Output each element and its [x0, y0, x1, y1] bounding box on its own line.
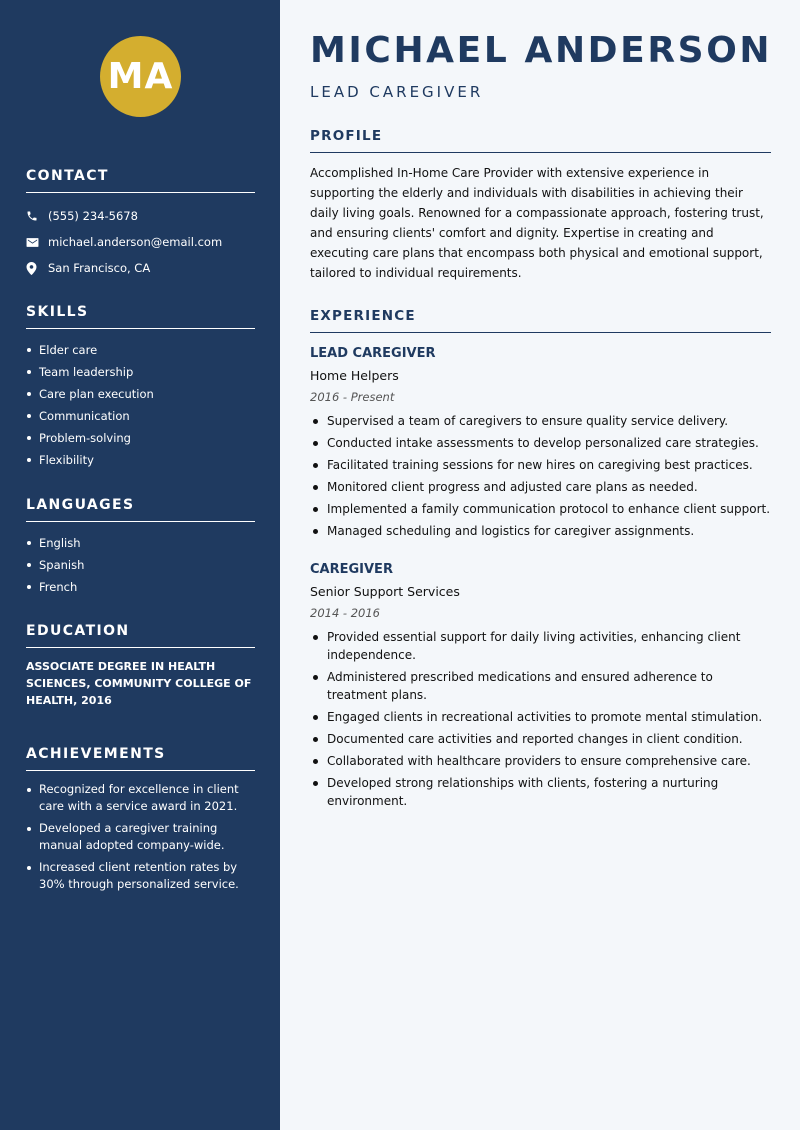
phone-text: (555) 234-5678 — [48, 209, 138, 223]
skills-heading: SKILLS — [26, 304, 255, 329]
language-item: Spanish — [26, 554, 255, 576]
job-bullets — [310, 628, 771, 810]
achievement-item: Developed a caregiver training manual adopted company-wide. — [26, 820, 255, 854]
location-pin-icon — [26, 262, 48, 275]
language-item: English — [26, 532, 255, 554]
skill-item: Care plan execution — [26, 383, 255, 405]
job-company: Home Helpers — [310, 368, 399, 383]
candidate-name: MICHAEL ANDERSON — [310, 30, 773, 71]
achievement-item: Recognized for excellence in client care with a service award in 2021. — [26, 781, 255, 815]
job-dates: 2014 - 2016 — [310, 606, 380, 620]
mail-icon — [26, 237, 48, 248]
job-bullet: Conducted intake assessments to develop personalized care strategies. — [310, 434, 771, 452]
job-bullet: Monitored client progress and adjusted care plans as needed. — [310, 478, 771, 496]
job-dates: 2016 - Present — [310, 390, 395, 404]
contact-section — [26, 168, 255, 281]
education-text: ASSOCIATE DEGREE IN HEALTH SCIENCES, COMMUNITY COLLEGE OF HEALTH, 2016 — [26, 660, 252, 707]
contact-list — [26, 203, 255, 281]
email-text: michael.anderson@email.com — [48, 235, 223, 249]
skill-item: Elder care — [26, 339, 255, 361]
profile-heading: PROFILE — [310, 128, 771, 153]
job-entry — [310, 346, 771, 544]
achievement-item: Increased client retention rates by 30% through personalized service. — [26, 859, 255, 893]
job-bullet: Implemented a family communication protocol to enhance client support. — [310, 500, 771, 518]
skills-list — [26, 339, 255, 471]
job-bullet: Collaborated with healthcare providers to ensure comprehensive care. — [310, 752, 771, 770]
skill-item: Problem-solving — [26, 427, 255, 449]
job-bullet: Documented care activities and reported changes in client condition. — [310, 730, 771, 748]
achievements-heading: ACHIEVEMENTS — [26, 746, 255, 771]
skills-section — [26, 304, 255, 471]
profile-text: Accomplished In-Home Care Provider with extensive experience in supporting the elderly and individuals with disabilities in achieving their daily living goals. Renowned for a compassionate approach, fostering trust, and ensuring clients' comfort and dignity. Expertise in creating and executing care plans that encompass both physical and emotional support, tailored to individual requirements. — [310, 166, 764, 280]
job-bullets — [310, 412, 771, 540]
experience-heading: EXPERIENCE — [310, 308, 771, 333]
sidebar — [0, 0, 280, 1130]
education-section — [26, 623, 255, 709]
job-company: Senior Support Services — [310, 584, 460, 599]
skill-item: Communication — [26, 405, 255, 427]
job-bullet: Engaged clients in recreational activities to promote mental stimulation. — [310, 708, 771, 726]
contact-heading: CONTACT — [26, 168, 255, 193]
candidate-role: LEAD CAREGIVER — [310, 83, 484, 101]
avatar: MA — [100, 36, 181, 117]
languages-section — [26, 497, 255, 598]
contact-phone — [26, 203, 255, 229]
languages-heading: LANGUAGES — [26, 497, 255, 522]
job-bullet: Supervised a team of caregivers to ensure quality service delivery. — [310, 412, 771, 430]
experience-section — [310, 308, 771, 333]
job-bullet: Developed strong relationships with clients, fostering a nurturing environment. — [310, 774, 771, 810]
job-bullet: Provided essential support for daily living activities, enhancing client independence. — [310, 628, 771, 664]
job-bullet: Managed scheduling and logistics for caregiver assignments. — [310, 522, 771, 540]
job-title: CAREGIVER — [310, 562, 393, 577]
job-bullet: Administered prescribed medications and ensured adherence to treatment plans. — [310, 668, 771, 704]
phone-icon — [26, 210, 48, 222]
achievements-list — [26, 781, 255, 893]
skill-item: Flexibility — [26, 449, 255, 471]
job-title: LEAD CAREGIVER — [310, 346, 436, 361]
languages-list — [26, 532, 255, 598]
job-bullet: Facilitated training sessions for new hires on caregiving best practices. — [310, 456, 771, 474]
language-item: French — [26, 576, 255, 598]
profile-section — [310, 128, 771, 283]
education-heading: EDUCATION — [26, 623, 255, 648]
achievements-section — [26, 746, 255, 898]
job-entry — [310, 562, 771, 814]
contact-location — [26, 255, 255, 281]
skill-item: Team leadership — [26, 361, 255, 383]
location-text: San Francisco, CA — [48, 261, 151, 275]
contact-email — [26, 229, 255, 255]
